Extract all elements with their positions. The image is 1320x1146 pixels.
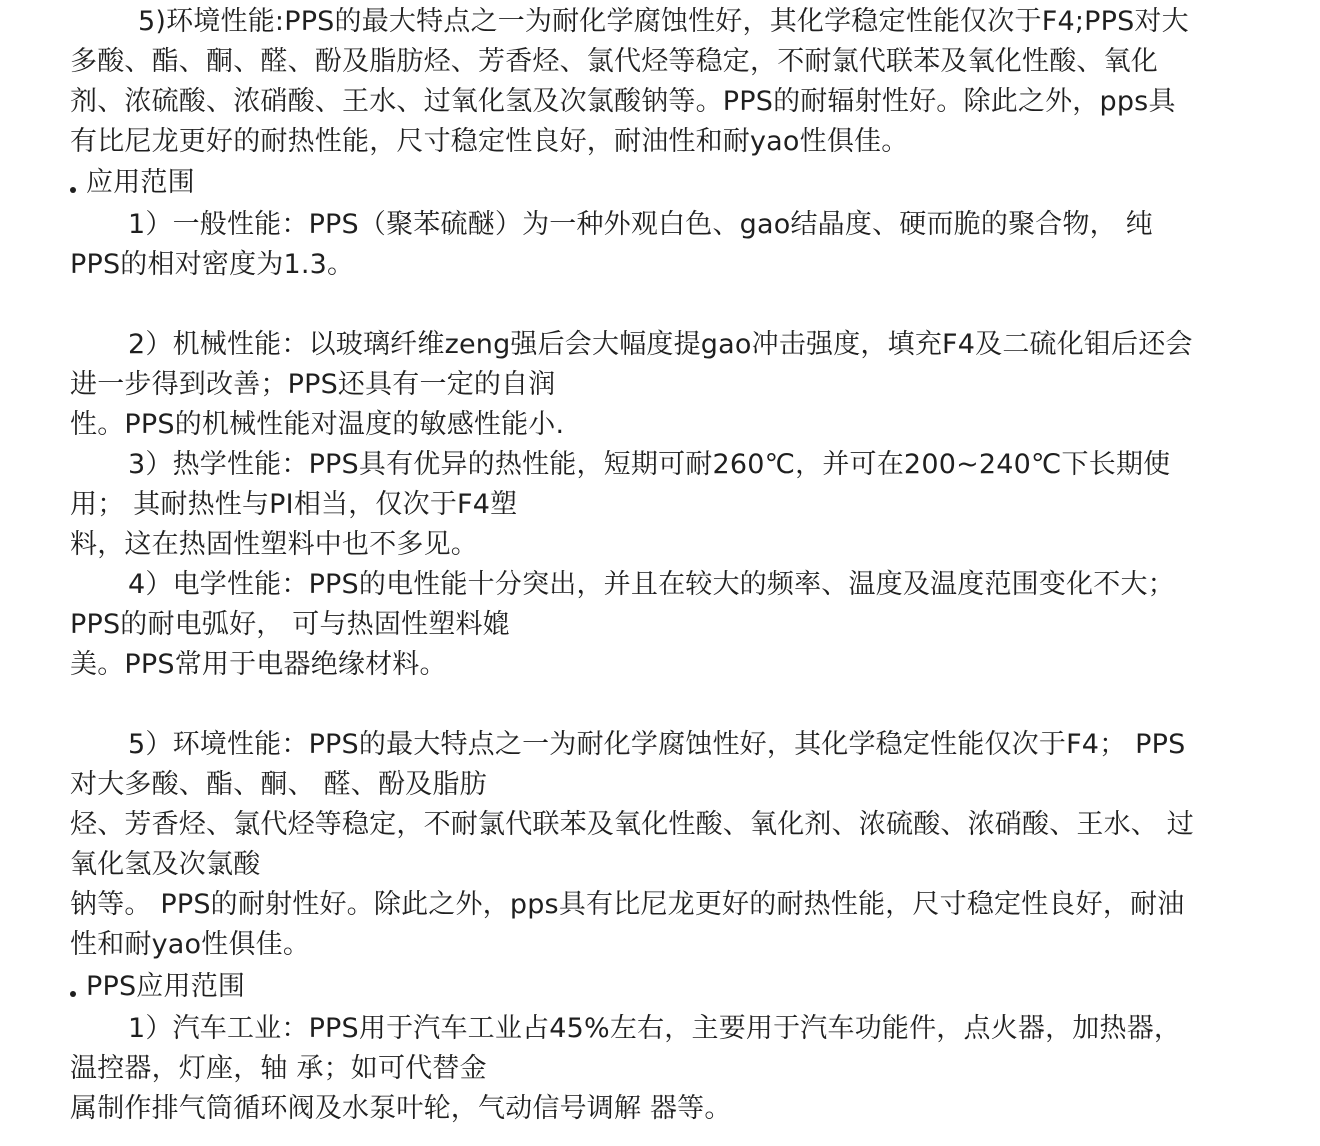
text-line: 4）电学性能：PPS的电性能十分突出，并且在较大的频率、温度及温度范围变化不大； <box>128 569 1175 600</box>
text-line: 1）汽车工业：PPS用于汽车工业占45%左右，主要用于汽车功能件，点火器，加热器， <box>128 1013 1182 1044</box>
text-line: 属制作排气筒循环阀及水泵叶轮，气动信号调解 器等。 <box>70 1093 732 1124</box>
text-line: 5)环境性能:PPS的最大特点之一为耐化学腐蚀性好，其化学稳定性能仅次于F4;PPS对大 <box>138 6 1189 37</box>
text-line: PPS的相对密度为1.3。 <box>70 249 355 280</box>
text-line: 2）机械性能：以玻璃纤维zeng强后会大幅度提gao冲击强度，填充F4及二硫化钼后还会 <box>128 329 1193 360</box>
text-line: PPS的耐电弧好， 可与热固性塑料媲 <box>70 609 510 640</box>
text-line: 进一步得到改善；PPS还具有一定的自润 <box>70 369 556 400</box>
text-line: 氧化氢及次氯酸 <box>70 849 261 880</box>
text-line: 性和耐yao性俱佳。 <box>70 929 311 960</box>
section-heading: 应用范围 <box>86 167 195 198</box>
text-line: 对大多酸、酯、酮、 醛、酚及脂肪 <box>70 769 487 800</box>
text-line: 3）热学性能：PPS具有优异的热性能，短期可耐260℃，并可在200~240℃下长期使 <box>128 449 1171 480</box>
text-line: 1）一般性能：PPS（聚苯硫醚）为一种外观白色、gao结晶度、硬而脆的聚合物， 纯 <box>128 209 1153 240</box>
text-line: 钠等。 PPS的耐射性好。除此之外，pps具有比尼龙更好的耐热性能，尺寸稳定性良好，耐油 <box>70 889 1185 920</box>
bullet-dot <box>70 991 76 997</box>
text-line: 温控器，灯座，轴 承；如可代替金 <box>70 1053 487 1084</box>
bullet-dot <box>70 187 76 193</box>
text-line: 5）环境性能：PPS的最大特点之一为耐化学腐蚀性好，其化学稳定性能仅次于F4； PPS <box>128 729 1186 760</box>
text-line: 烃、芳香烃、氯代烃等稳定，不耐氯代联苯及氧化性酸、氧化剂、浓硫酸、浓硝酸、王水、 过 <box>70 809 1194 840</box>
text-line: 料，这在热固性塑料中也不多见。 <box>70 529 478 560</box>
text-line: 性。PPS的机械性能对温度的敏感性能小. <box>70 409 565 440</box>
text-line: 用； 其耐热性与PI相当，仅次于F4塑 <box>70 489 518 520</box>
text-line: 多酸、酯、酮、醛、酚及脂肪烃、芳香烃、氯代烃等稳定，不耐氯代联苯及氧化性酸、氧化 <box>70 46 1158 77</box>
text-line: 有比尼龙更好的耐热性能，尺寸稳定性良好，耐油性和耐yao性俱佳。 <box>70 126 909 157</box>
section-heading: PPS应用范围 <box>86 971 246 1002</box>
text-line: 美。PPS常用于电器绝缘材料。 <box>70 649 447 680</box>
text-line: 剂、浓硫酸、浓硝酸、王水、过氧化氢及次氯酸钠等。PPS的耐辐射性好。除此之外，pps具 <box>70 86 1176 117</box>
